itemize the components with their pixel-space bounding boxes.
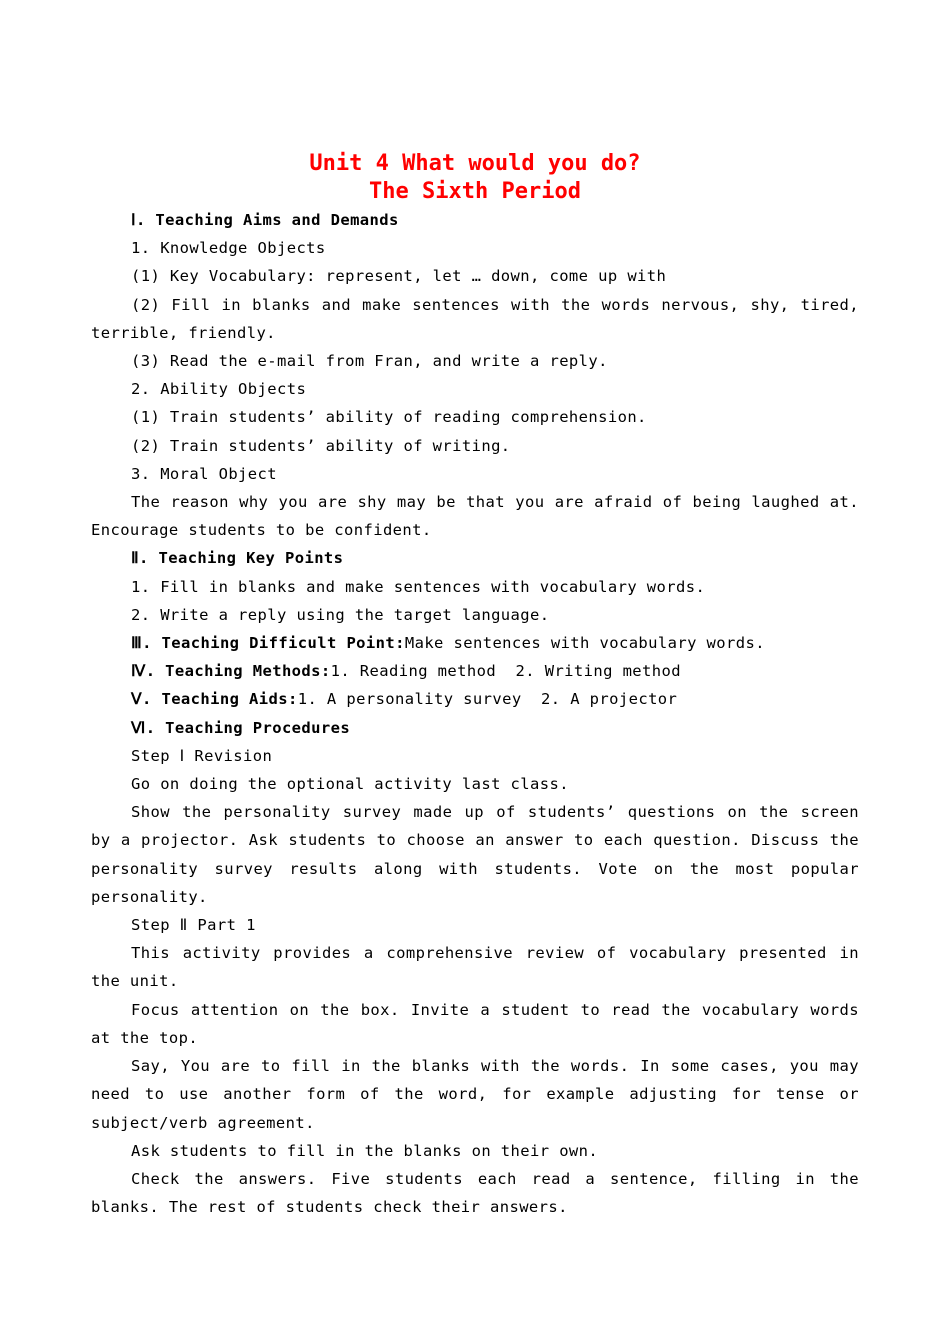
- paragraph-text: Make sentences with vocabulary words.: [404, 634, 765, 653]
- paragraph: [91, 347, 859, 375]
- heading-label: Ⅳ. Teaching Methods:: [131, 662, 331, 681]
- paragraph: [91, 996, 869, 1052]
- paragraph: [91, 601, 859, 629]
- paragraph-text: Check the answers. Five students each read a sentence, filling in the blanks. The rest of students check their answers.: [91, 1169, 869, 1217]
- heading-label: Ⅴ. Teaching Aids:: [131, 690, 298, 709]
- paragraph-text: Step Ⅰ Revision: [131, 746, 273, 765]
- paragraph-text: The reason why you are shy may be that you are afraid of being laughed at. Encourage students to be confident.: [91, 493, 869, 540]
- section-heading: [91, 544, 859, 572]
- paragraph-text: 1. Reading method 2. Writing method: [330, 662, 681, 681]
- section-heading: [91, 685, 859, 713]
- paragraph-text: Ask students to fill in the blanks on their own.: [131, 1141, 599, 1160]
- paragraph-text: 1. Fill in blanks and make sentences with vocabulary words.: [131, 577, 706, 596]
- heading-label: Ⅱ. Teaching Key Points: [131, 549, 344, 568]
- paragraph: [91, 488, 869, 544]
- paragraph-text: Focus attention on the box. Invite a student to read the vocabulary words at the top.: [91, 1000, 869, 1047]
- paragraph-text: 3. Moral Object: [131, 464, 277, 483]
- paragraph: [91, 770, 859, 798]
- heading-label: Ⅵ. Teaching Procedures: [131, 718, 351, 737]
- paragraph: [91, 291, 869, 347]
- paragraph: [91, 1165, 869, 1221]
- paragraph: [91, 1137, 859, 1165]
- paragraph-text: Say, You are to fill in the blanks with the words. In some cases, you may need to use another form of the word, for example adjusting for tense or subject/verb agreement.: [91, 1057, 869, 1132]
- paragraph-text: (1) Key Vocabulary: represent, let … down, come up with: [131, 267, 667, 286]
- paragraph-text: (1) Train students’ ability of reading comprehension.: [131, 408, 647, 427]
- paragraph: [91, 1052, 869, 1137]
- paragraph: [91, 939, 869, 995]
- paragraph: [91, 262, 859, 290]
- paragraph: [91, 234, 859, 262]
- paragraph-text: 2. Ability Objects: [131, 380, 307, 399]
- paragraph-text: Step Ⅱ Part 1: [131, 916, 256, 935]
- paragraph-text: (2) Train students’ ability of writing.: [131, 436, 511, 455]
- paragraph: [91, 403, 859, 431]
- paragraph: [91, 798, 869, 911]
- title-line-2: The Sixth Period: [369, 179, 581, 204]
- paragraph-text: 1. A personality survey 2. A projector: [297, 690, 678, 709]
- paragraph: [91, 573, 859, 601]
- section-heading: [91, 206, 859, 234]
- paragraph-text: (2) Fill in blanks and make sentences with the words nervous, shy, tired, terrible, friendly.: [91, 295, 869, 342]
- paragraph: [91, 375, 859, 403]
- paragraph-text: 1. Knowledge Objects: [131, 239, 326, 258]
- section-heading: [91, 714, 859, 742]
- paragraph: [91, 742, 859, 770]
- section-heading: [91, 657, 859, 685]
- document-page: [91, 150, 869, 1221]
- paragraph-text: 2. Write a reply using the target language.: [131, 605, 550, 624]
- heading-label: Ⅰ. Teaching Aims and Demands: [131, 211, 399, 229]
- paragraph-text: Go on doing the optional activity last class.: [131, 775, 569, 794]
- title-line-1: Unit 4 What would you do?: [309, 151, 641, 176]
- section-heading: [91, 629, 859, 657]
- document-body: [91, 206, 869, 1221]
- paragraph: [91, 432, 859, 460]
- paragraph: [91, 460, 859, 488]
- paragraph-text: Show the personality survey made up of students’ questions on the screen by a projector. Ask students to choose an answer to each question. Discuss the personality survey results along with students. Vote on the most popular personality.: [91, 803, 869, 906]
- paragraph-text: (3) Read the e-mail from Fran, and write a reply.: [131, 352, 608, 371]
- paragraph: [91, 911, 859, 939]
- paragraph-text: This activity provides a comprehensive review of vocabulary presented in the unit.: [91, 944, 869, 991]
- heading-label: Ⅲ. Teaching Difficult Point:: [131, 634, 405, 653]
